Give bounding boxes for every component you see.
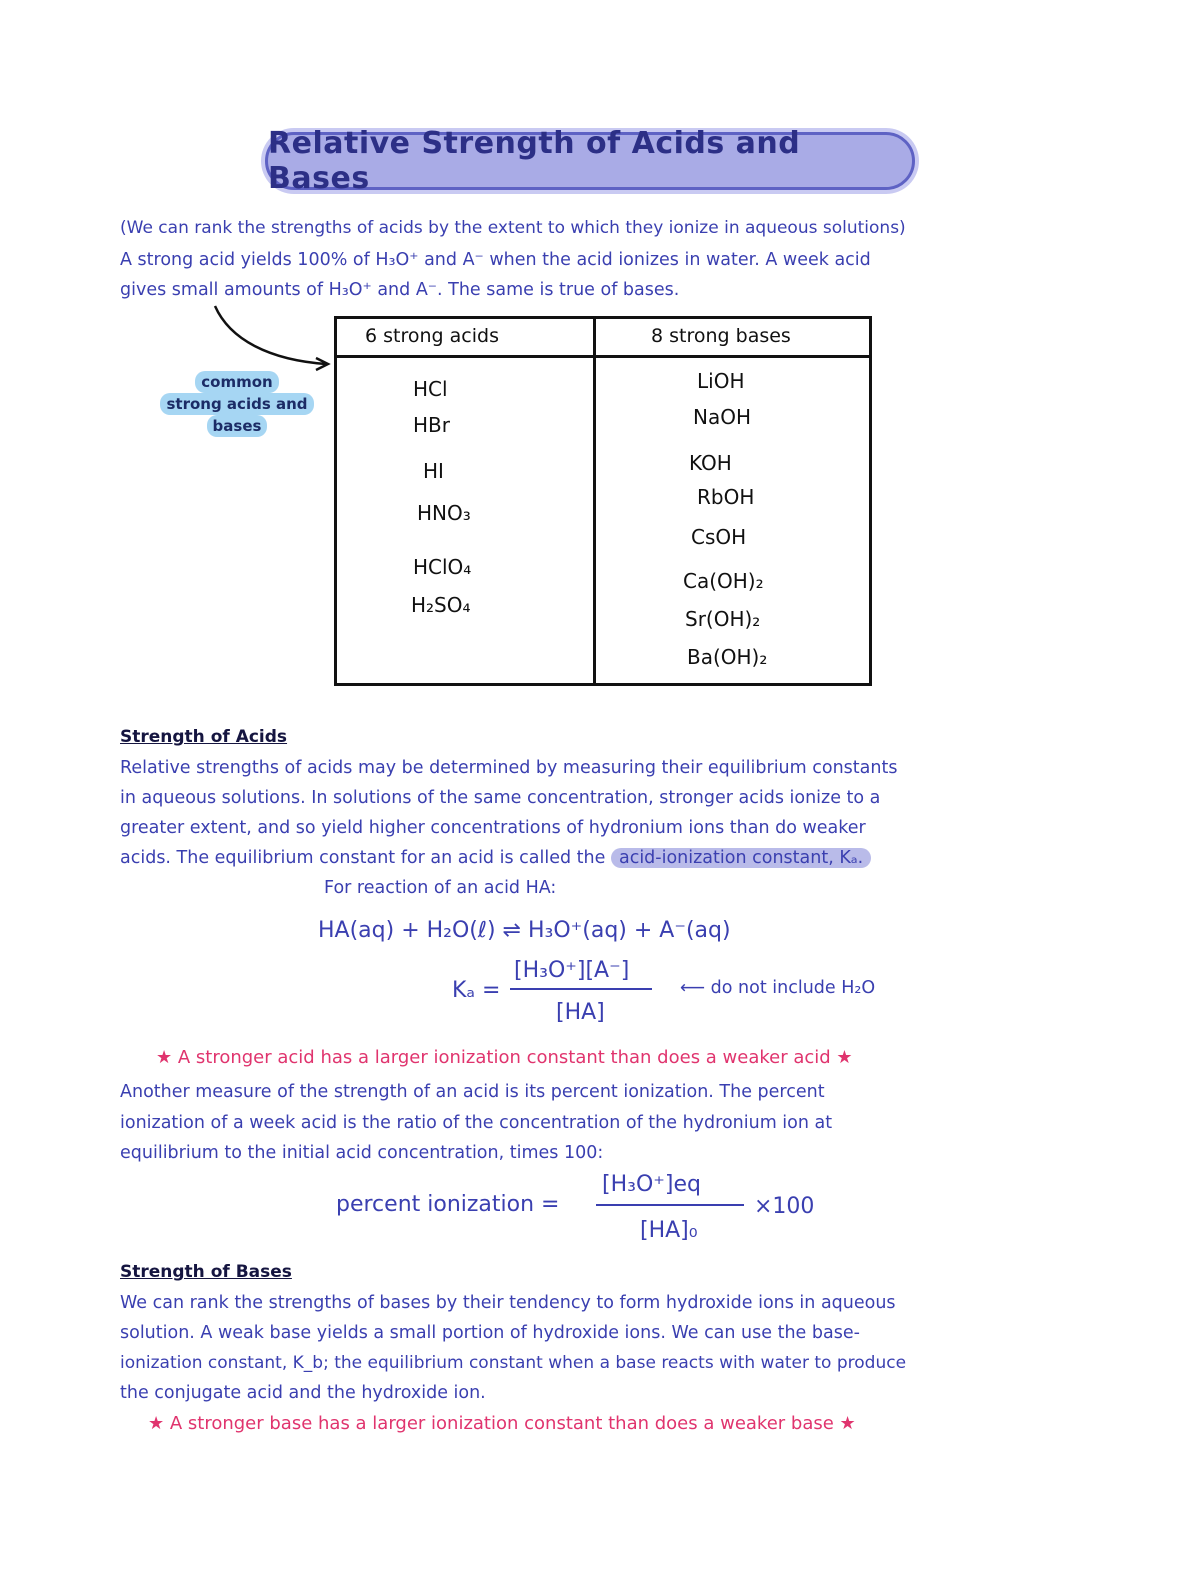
acids-line-4 [120,848,871,868]
table-header-rule [337,355,869,358]
bases-header: 8 strong bases [651,325,791,347]
title-banner [265,126,915,196]
note-line-2: strong acids and [160,393,313,415]
page-title: Relative Strength of Acids and Bases [268,126,801,196]
table-divider [593,319,596,683]
ka-denominator: [HA] [556,1000,605,1025]
acid-item: HNO₃ [417,501,471,525]
pct-times: ×100 [754,1194,815,1219]
note-line-1: common [195,371,278,393]
bases-line-2: solution. A weak base yields a small portion of hydroxide ions. We can use the base- [120,1323,860,1343]
reaction-label: For reaction of an acid HA: [324,878,557,898]
note-line-3: bases [207,415,268,437]
pct-denominator: [HA]₀ [640,1218,698,1243]
base-item: KOH [689,451,732,475]
pct-fraction-bar [596,1204,744,1206]
base-item: RbOH [697,485,755,509]
base-item: Ba(OH)₂ [687,645,768,669]
base-star-note: ★ A stronger base has a larger ionization constant than does a weaker base ★ [148,1413,856,1434]
ka-fraction-bar [510,988,652,990]
ka-note: ⟵ do not include H₂O [680,978,876,998]
intro-line-3: gives small amounts of H₃O⁺ and A⁻. The same is true of bases. [120,280,680,300]
bases-line-3: ionization constant, K_b; the equilibrium constant when a base reacts with water to produce [120,1353,907,1373]
intro-line-2: A strong acid yields 100% of H₃O⁺ and A⁻ when the acid ionizes in water. A week acid [120,250,871,270]
acids-line-3: greater extent, and so yield higher concentrations of hydronium ions than do weaker [120,818,866,838]
ka-lhs: Kₐ = [452,978,501,1003]
base-item: NaOH [693,405,751,429]
acids-line-2: in aqueous solutions. In solutions of the same concentration, stronger acids ionize to a [120,788,881,808]
pct-numerator: [H₃O⁺]eq [602,1172,701,1197]
reaction-equation: HA(aq) + H₂O(ℓ) ⇌ H₃O⁺(aq) + A⁻(aq) [318,918,731,943]
acids-line-4-text: acids. The equilibrium constant for an acid is called the [120,848,606,868]
ka-numerator: [H₃O⁺][A⁻] [514,958,630,983]
strong-acids-bases-table [334,316,872,686]
pct-line-3: equilibrium to the initial acid concentration, times 100: [120,1143,604,1163]
base-item: LiOH [697,369,745,393]
bases-line-4: the conjugate acid and the hydroxide ion. [120,1383,486,1403]
pct-line-1: Another measure of the strength of an acid is its percent ionization. The percent [120,1082,825,1102]
pct-line-2: ionization of a week acid is the ratio of the concentration of the hydronium ion at [120,1113,833,1133]
acid-item: HClO₄ [413,555,472,579]
base-item: CsOH [691,525,747,549]
bases-heading: Strength of Bases [120,1262,292,1282]
pct-lhs: percent ionization = [336,1192,560,1217]
base-item: Ca(OH)₂ [683,569,764,593]
base-item: Sr(OH)₂ [685,607,761,631]
bases-line-1: We can rank the strengths of bases by their tendency to form hydroxide ions in aqueous [120,1293,896,1313]
acid-item: HCl [413,377,448,401]
acid-item: H₂SO₄ [411,593,471,617]
acids-header: 6 strong acids [365,325,499,347]
acids-line-1: Relative strengths of acids may be determined by measuring their equilibrium constants [120,758,898,778]
side-note [152,368,322,440]
acid-item: HI [423,459,444,483]
acid-star-note: ★ A stronger acid has a larger ionization constant than does a weaker acid ★ [156,1047,853,1068]
ka-highlight: acid-ionization constant, Kₐ. [611,848,871,868]
acid-item: HBr [413,413,450,437]
intro-line-1: (We can rank the strengths of acids by the extent to which they ionize in aqueous solutions) [120,218,906,238]
acids-heading: Strength of Acids [120,727,288,747]
